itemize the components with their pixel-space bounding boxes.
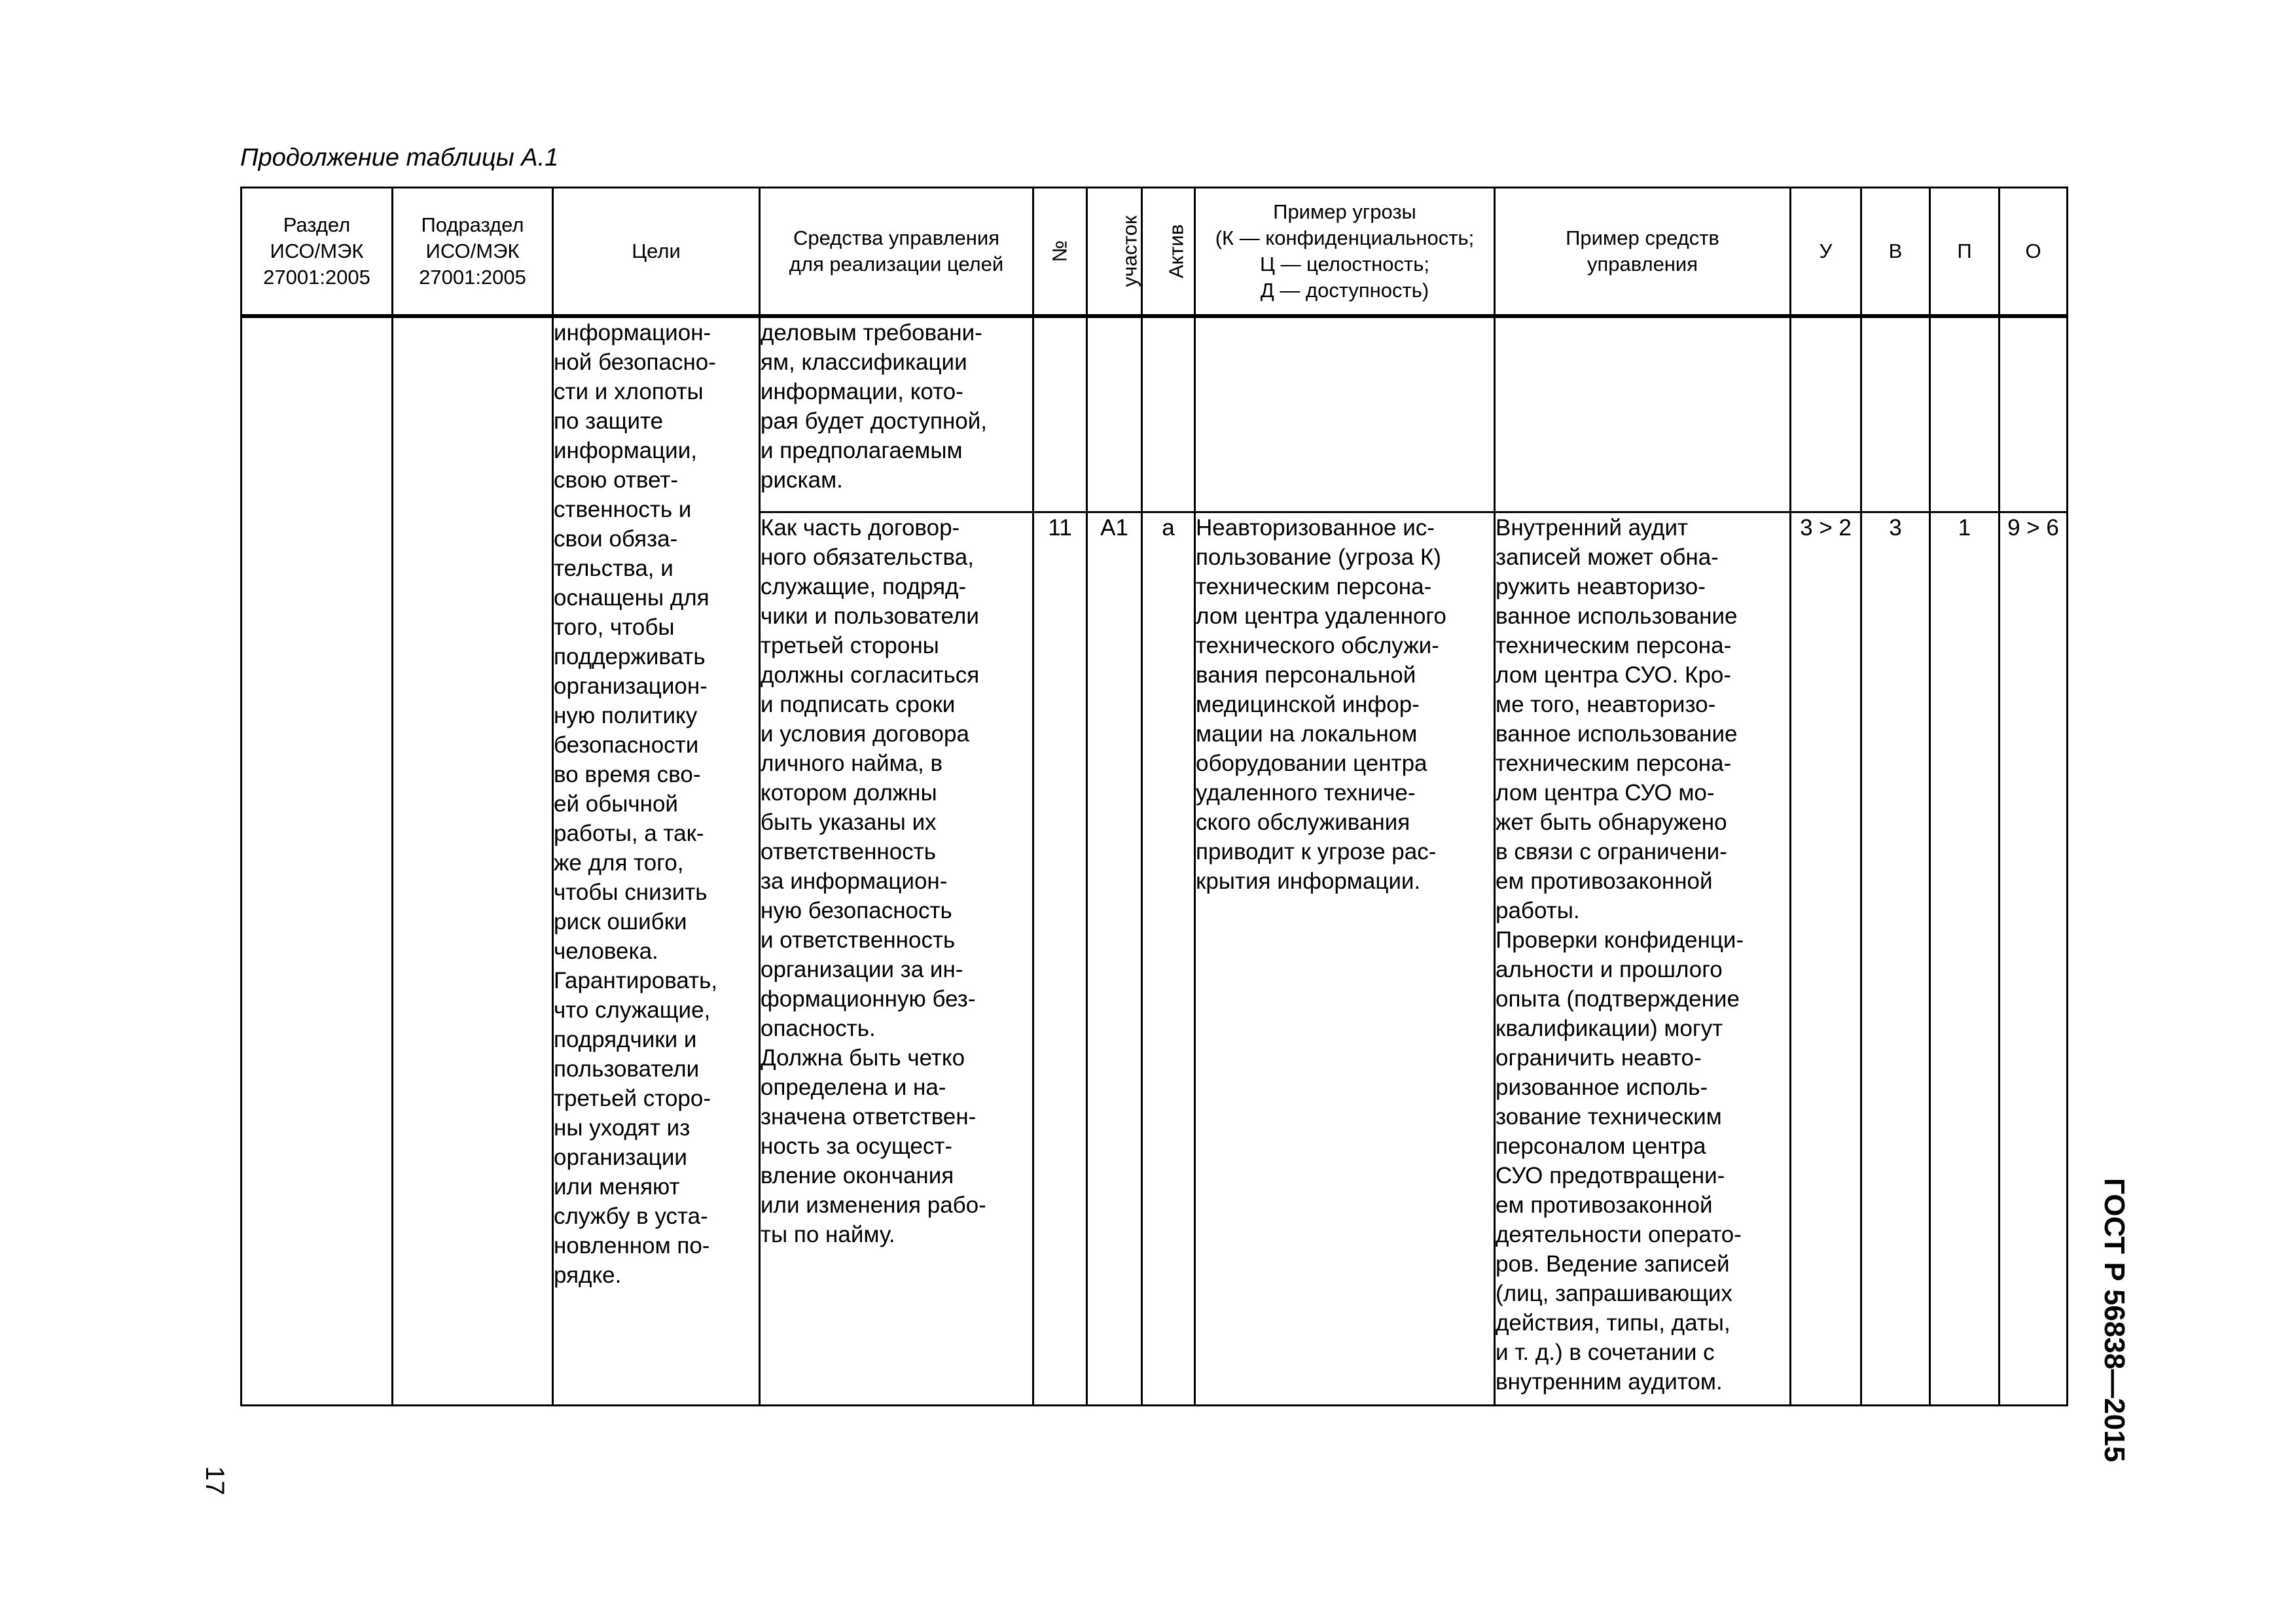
text-line: и условия договора: [761, 721, 969, 747]
text-line: Как часть договор-: [761, 515, 960, 541]
text-line: во время сво-: [554, 762, 701, 787]
text-line: чтобы снизить: [554, 880, 708, 905]
text-line: ров. Ведение записей: [1496, 1251, 1730, 1277]
text-line: свои обяза-: [554, 526, 678, 552]
text-line: крытия информации.: [1196, 868, 1421, 894]
text-line: ского обслуживания: [1196, 810, 1410, 835]
text-line: или изменения рабо-: [761, 1192, 986, 1218]
header-example-controls: Пример средств управления: [1495, 188, 1791, 315]
header-v: В: [1861, 188, 1930, 315]
header-o: О: [2000, 188, 2068, 315]
text-line: деловым требовани-: [761, 320, 982, 346]
text-line: ты по найму.: [761, 1222, 895, 1247]
u-cell: 3 > 2: [1791, 512, 1861, 1406]
text-line: третьей сторо-: [554, 1086, 711, 1111]
header-section: Раздел ИСО/МЭК 27001:2005: [242, 188, 393, 315]
number-cell: 11: [1033, 512, 1087, 1406]
header-p: П: [1930, 188, 2000, 315]
text-line: лом центра СУО. Кро-: [1496, 662, 1732, 688]
text-line: и подписать сроки: [761, 692, 956, 717]
text-line: служащие, подряд-: [761, 574, 967, 599]
text-line: Гарантировать,: [554, 968, 718, 993]
text-line: техническим персона-: [1496, 633, 1732, 658]
text-line: информации,: [554, 438, 698, 463]
text-line: технического обслужи-: [1196, 633, 1439, 658]
assessment-table: [240, 187, 2068, 1406]
v-cell: 3: [1861, 512, 1930, 1406]
text-line: удаленного техниче-: [1196, 780, 1416, 806]
text-line: организации за ин-: [761, 957, 963, 982]
text-line: или меняют: [554, 1174, 680, 1200]
text-line: вление окончания: [761, 1163, 954, 1188]
text-line: рая будет доступной,: [761, 408, 988, 434]
text-line: подрядчики и: [554, 1027, 697, 1052]
text-line: же для того,: [554, 850, 684, 876]
text-line: техническим персона-: [1196, 574, 1432, 599]
text-line: действия, типы, даты,: [1496, 1310, 1731, 1336]
text-line: и ответственность: [761, 927, 956, 953]
text-line: риск ошибки: [554, 909, 687, 935]
text-line: работы.: [1496, 898, 1580, 923]
text-line: ного обязательства,: [761, 544, 974, 570]
text-line: формационную без-: [761, 986, 976, 1012]
text-line: быть указаны их: [761, 810, 937, 835]
text-line: того, чтобы: [554, 615, 675, 640]
text-line: Проверки конфиденци-: [1496, 927, 1744, 953]
text-line: работы, а так-: [554, 821, 704, 846]
header-u: У: [1791, 188, 1861, 315]
text-line: ответственность: [761, 839, 936, 865]
header-threat: Пример угрозы (К — конфиденциальность; Ц — целостность; Д — доступность): [1195, 188, 1495, 315]
text-line: ную политику: [554, 703, 698, 728]
text-line: ей обычной: [554, 791, 678, 817]
text-line: организации: [554, 1145, 687, 1170]
text-line: техническим персона-: [1496, 751, 1732, 776]
goals-cell: [553, 317, 760, 1406]
text-line: чики и пользователи: [761, 603, 979, 629]
page-number: 17: [200, 1466, 229, 1495]
table-row: [242, 317, 2068, 512]
text-line: по защите: [554, 408, 664, 434]
header-site: участок: [1087, 188, 1142, 315]
text-line: поддерживать: [554, 644, 706, 669]
text-line: ограничить неавто-: [1496, 1045, 1702, 1071]
text-line: тельства, и: [554, 556, 673, 581]
text-line: ной безопасно-: [554, 349, 716, 375]
header-row: [242, 188, 2068, 315]
text-line: ванное использование: [1496, 721, 1738, 747]
text-line: и предполагаемым: [761, 438, 963, 463]
text-line: пользование (угроза К): [1196, 544, 1441, 570]
subsection-cell: [393, 317, 553, 1406]
text-line: должны согласиться: [761, 662, 980, 688]
site-cell: А1: [1087, 512, 1142, 1406]
text-line: внутренним аудитом.: [1496, 1369, 1723, 1395]
text-line: квалификации) могут: [1496, 1016, 1723, 1041]
text-line: ме того, неавторизо-: [1496, 692, 1716, 717]
text-line: в связи с ограничени-: [1496, 839, 1727, 865]
text-line: личного найма, в: [761, 751, 943, 776]
header-goals: Цели: [553, 188, 760, 315]
header-asset: Актив: [1142, 188, 1195, 315]
text-line: организацион-: [554, 673, 708, 699]
text-line: ность за осущест-: [761, 1133, 953, 1159]
text-line: ственность и: [554, 497, 692, 522]
text-line: опасность.: [761, 1016, 876, 1041]
text-line: пользователи: [554, 1056, 700, 1082]
text-line: Должна быть четко: [761, 1045, 965, 1071]
text-line: ную безопасность: [761, 898, 952, 923]
text-line: за информацион-: [761, 868, 948, 894]
text-line: персоналом центра: [1496, 1133, 1706, 1159]
text-line: Внутренний аудит: [1496, 515, 1689, 541]
text-line: ем противозаконной: [1496, 1192, 1713, 1218]
controls-cell: [760, 512, 1033, 1406]
text-line: значена ответствен-: [761, 1104, 977, 1130]
standard-designation: ГОСТ Р 56838—2015: [2098, 1178, 2130, 1463]
text-line: третьей стороны: [761, 633, 939, 658]
o-cell: 9 > 6: [2000, 512, 2068, 1406]
example-controls-cell: [1495, 512, 1791, 1406]
text-line: рядке.: [554, 1262, 622, 1288]
text-line: зование техническим: [1496, 1104, 1722, 1130]
text-line: опыта (подтверждение: [1496, 986, 1740, 1012]
text-line: оснащены для: [554, 585, 709, 611]
text-line: лом центра удаленного: [1196, 603, 1446, 629]
text-line: информации, кото-: [761, 379, 963, 404]
text-line: жет быть обнаружено: [1496, 810, 1727, 835]
text-line: оборудовании центра: [1196, 751, 1427, 776]
text-line: Неавторизованное ис-: [1196, 515, 1435, 541]
header-controls: Средства управления для реализации целей: [760, 188, 1033, 315]
text-line: ванное использование: [1496, 603, 1738, 629]
asset-cell: а: [1142, 512, 1195, 1406]
text-line: деятельности операто-: [1496, 1222, 1742, 1247]
section-cell: [242, 317, 393, 1406]
text-line: ружить неавторизо-: [1496, 574, 1706, 599]
text-line: вания персональной: [1196, 662, 1416, 688]
text-line: СУО предотвращени-: [1496, 1163, 1725, 1188]
text-line: определена и на-: [761, 1075, 946, 1100]
table-caption: Продолжение таблицы А.1: [240, 144, 559, 171]
text-line: котором должны: [761, 780, 937, 806]
threat-cell: [1195, 512, 1495, 1406]
controls-cell: [760, 317, 1033, 512]
text-line: сти и хлопоты: [554, 379, 704, 404]
text-line: новленном по-: [554, 1233, 710, 1258]
text-line: безопасности: [554, 732, 699, 758]
text-line: службу в уста-: [554, 1204, 708, 1229]
text-line: свою ответ-: [554, 467, 679, 493]
text-line: человека.: [554, 938, 658, 964]
text-line: мации на локальном: [1196, 721, 1418, 747]
text-line: медицинской инфор-: [1196, 692, 1420, 717]
text-line: записей может обна-: [1496, 544, 1719, 570]
text-line: альности и прошлого: [1496, 957, 1723, 982]
p-cell: 1: [1930, 512, 2000, 1406]
text-line: лом центра СУО мо-: [1496, 780, 1715, 806]
text-line: и т. д.) в сочетании с: [1496, 1340, 1715, 1365]
text-line: ям, классификации: [761, 349, 967, 375]
header-number: №: [1033, 188, 1087, 315]
text-line: рискам.: [761, 467, 843, 493]
text-line: (лиц, запрашивающих: [1496, 1281, 1732, 1306]
text-line: информацион-: [554, 320, 711, 346]
text-line: ны уходят из: [554, 1115, 691, 1141]
text-line: ризованное исполь-: [1496, 1075, 1708, 1100]
header-subsection: Подраздел ИСО/МЭК 27001:2005: [393, 188, 553, 315]
text-line: приводит к угрозе рас-: [1196, 839, 1437, 865]
text-line: ем противозаконной: [1496, 868, 1713, 894]
text-line: что служащие,: [554, 997, 711, 1023]
